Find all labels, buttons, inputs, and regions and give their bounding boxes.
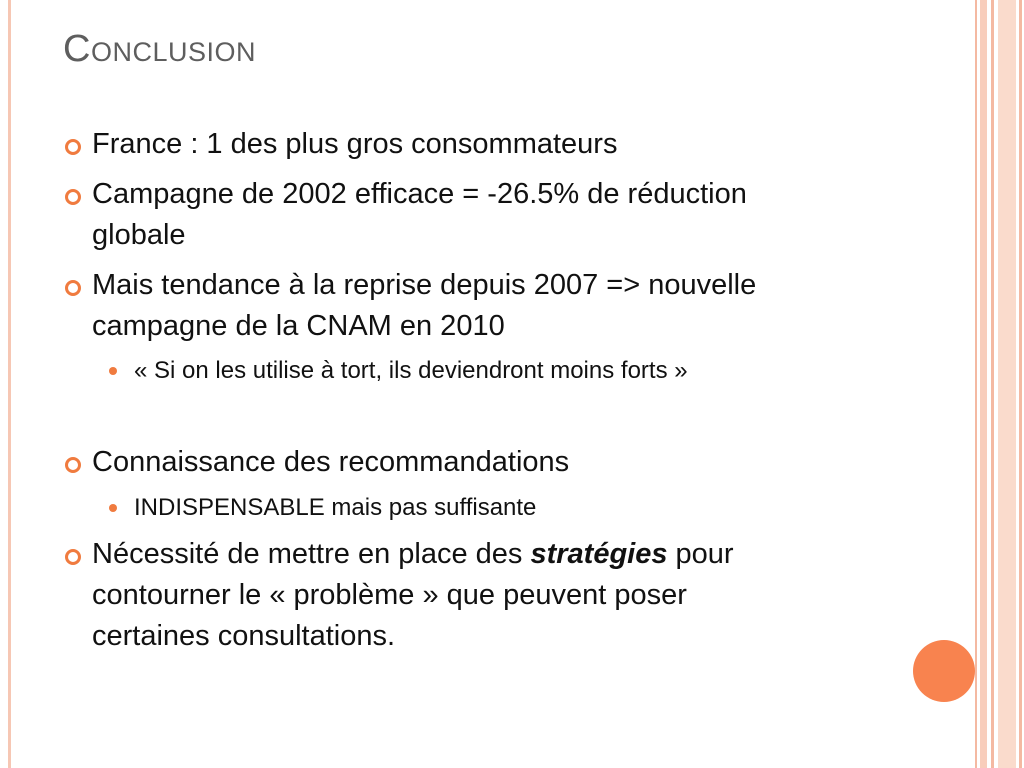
bullet-line: campagne de la CNAM en 2010	[92, 310, 505, 342]
bullet-text	[92, 442, 892, 483]
hollow-circle-icon	[65, 139, 81, 155]
hollow-circle-icon	[65, 189, 81, 205]
bullet-line: contourner le « problème » que peuvent poser	[92, 579, 687, 611]
bullet-line: certaines consultations.	[92, 620, 396, 652]
hollow-circle-icon	[65, 457, 81, 473]
bullet-line	[92, 534, 892, 575]
bullet-line: Campagne de 2002 efficace = -26.5% de réduction	[92, 178, 747, 210]
bullet-text	[92, 174, 892, 256]
hollow-circle-icon	[65, 549, 81, 565]
sub-bullet-text: « Si on les utilise à tort, ils deviendront moins forts »	[134, 357, 688, 384]
bullet-text	[92, 265, 892, 347]
bullet-line-part: pour	[667, 538, 734, 570]
filled-dot-icon	[109, 504, 117, 512]
bullet-line: Connaissance des recommandations	[92, 446, 570, 478]
bullet-text	[92, 124, 892, 165]
bullet-line-part: Nécessité de mettre en place des	[92, 538, 531, 570]
hollow-circle-icon	[65, 280, 81, 296]
bullet-line: Mais tendance à la reprise depuis 2007 => nouvelle	[92, 269, 757, 301]
slide-title: Conclusion	[63, 28, 256, 70]
filled-dot-icon	[109, 367, 117, 375]
bullet-text	[92, 534, 892, 657]
sub-bullet-text: INDISPENSABLE mais pas suffisante	[134, 494, 537, 521]
emphasized-word: stratégies	[530, 538, 668, 570]
bullet-line: globale	[92, 219, 186, 251]
bullet-line: France : 1 des plus gros consommateurs	[92, 128, 618, 160]
